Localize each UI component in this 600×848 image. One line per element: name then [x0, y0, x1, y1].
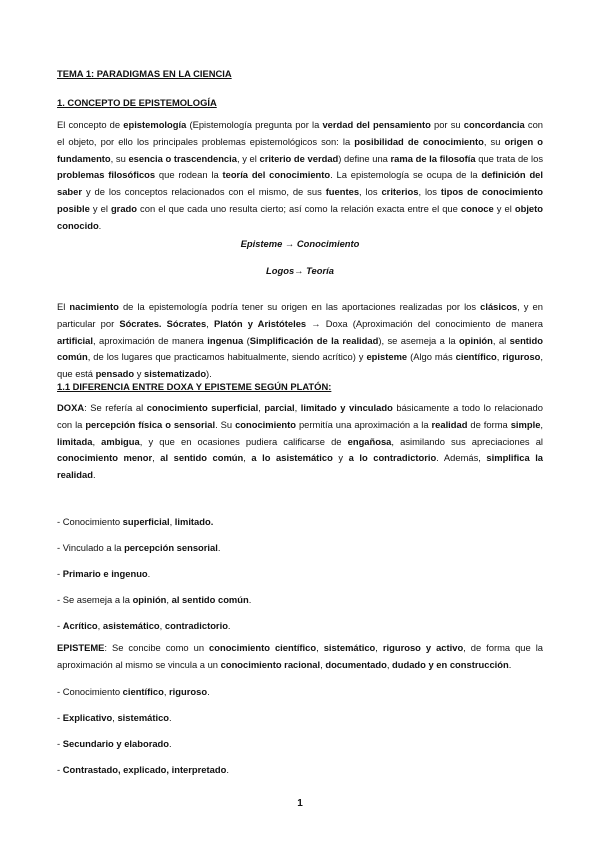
text-run: y — [332, 452, 349, 464]
bold-text-run: Secundario y elaborado — [62, 738, 170, 749]
text-run: , — [206, 317, 214, 329]
bold-text-run: pensado — [95, 368, 135, 380]
bold-text-run: riguroso — [169, 686, 208, 697]
text-run: . — [147, 568, 151, 579]
text-run: - Conocimiento — [57, 516, 123, 527]
text-run: , los — [359, 186, 382, 198]
text-run: . La epistemología se ocupa de la — [330, 169, 482, 181]
text-run: y de los conceptos relacionados con el mismo, de sus — [82, 186, 326, 198]
text-run: de forma — [467, 418, 511, 430]
bold-text-run: teoría del conocimiento — [222, 169, 331, 181]
formula-episteme: Episteme → Conocimiento — [240, 238, 360, 249]
text-run: - — [57, 712, 63, 723]
bold-text-run: al sentido común — [160, 452, 244, 464]
bold-text-run: percepción física o sensorial — [85, 418, 216, 430]
text-run: , — [258, 402, 265, 413]
text-run: , asimilando sus apreciaciones al — [391, 435, 544, 447]
text-run: , que está — [57, 351, 543, 380]
text-run: y — [134, 368, 145, 380]
text-run: que rodean la — [155, 169, 223, 181]
text-run: (Epistemología pregunta por la — [186, 119, 323, 130]
text-run: , — [540, 418, 544, 430]
bold-text-run: criterio de verdad — [259, 152, 339, 164]
text-run: y el — [493, 202, 515, 214]
bold-text-run: Contrastado, explicado, interpretado — [62, 764, 227, 775]
section-1-paragraph — [57, 117, 543, 235]
text-run: , — [320, 658, 326, 670]
text-run: . — [98, 219, 102, 231]
bold-text-run: Sócrates. Sócrates — [119, 317, 207, 329]
bold-text-run: a lo asistemático — [251, 452, 333, 464]
text-run: . Además, — [436, 452, 487, 464]
text-run: , los — [418, 186, 441, 198]
bold-text-run: tipos de conocimiento posible — [57, 186, 543, 214]
bold-text-run: a lo contradictorio — [348, 452, 437, 464]
bold-text-run: grado — [110, 202, 137, 214]
text-run: , — [496, 351, 503, 363]
text-run: , — [92, 435, 102, 447]
bold-text-run: científico — [455, 351, 497, 363]
doxa-list-item — [57, 592, 543, 609]
doxa-paragraph — [57, 400, 543, 484]
text-run: , de forma que la aproximación al mismo se vincula a un — [57, 642, 544, 670]
text-run: : Se refería al — [84, 402, 147, 413]
text-run: . — [227, 620, 231, 631]
text-run: - — [57, 568, 63, 579]
text-run: con el que cada uno resulta cierto; así como la relación exacta entre el que — [137, 202, 461, 214]
bold-text-run: realidad — [431, 418, 468, 430]
page-number: 1 — [297, 798, 303, 809]
text-run: , — [386, 658, 393, 670]
text-run: , y el — [236, 152, 260, 164]
bold-text-run: contradictorio — [164, 620, 228, 631]
text-run: ) define una — [338, 152, 391, 164]
text-run: - — [57, 764, 63, 775]
bold-text-run: opinión — [459, 334, 493, 346]
bold-text-run: objeto conocido — [57, 202, 543, 231]
text-run: : Se concibe como un — [104, 642, 210, 653]
bold-text-run: rama de la filosofía — [390, 152, 476, 164]
text-run: , — [316, 642, 324, 653]
bold-text-run: sentido común — [57, 334, 543, 363]
bold-text-run: parcial — [264, 402, 295, 413]
text-run: , — [243, 452, 252, 464]
bold-text-run: Simplificación de la realidad — [249, 334, 379, 346]
doxa-list-item — [57, 618, 543, 635]
text-run: . — [169, 712, 172, 723]
episteme-list-item — [57, 762, 543, 779]
text-run: , — [169, 516, 175, 527]
text-run: básicamente a todo lo relacionado con la — [57, 402, 543, 430]
text-run: de la epistemología podría tener su origen en las aportaciones realizadas por los — [118, 301, 481, 312]
text-run: por su — [430, 119, 464, 130]
episteme-list-item — [57, 710, 543, 727]
formula-logos: Logos→ Teoría — [266, 265, 334, 276]
text-run: . — [217, 542, 221, 553]
text-run: - Conocimiento — [57, 686, 123, 697]
text-run: , — [152, 452, 161, 464]
text-run: → Doxa (Aproximación del conocimiento de manera — [306, 317, 543, 329]
section-1-1-heading: 1.1 DIFERENCIA ENTRE DOXA Y EPISTEME SEGÚN PLATÓN: — [57, 381, 332, 392]
bold-text-run: epistemología — [123, 119, 187, 130]
text-run: que trata de los — [475, 152, 544, 164]
bold-text-run: superficial — [122, 516, 170, 527]
bold-text-run: fuentes — [325, 186, 360, 198]
bold-text-run: engañosa — [347, 435, 392, 447]
bold-text-run: simplifica la realidad — [57, 452, 544, 481]
text-run: . — [207, 686, 210, 697]
bold-text-run: sistematizado — [144, 368, 207, 380]
bold-text-run: sistemático — [323, 642, 376, 653]
text-run: , y que en ocasiones pudiera calificarse de — [139, 435, 348, 447]
text-run: - — [57, 620, 63, 631]
text-run: y el — [89, 202, 111, 214]
text-run: , — [294, 402, 301, 413]
text-run: ). — [206, 368, 212, 380]
text-run: . — [226, 764, 229, 775]
episteme-list-item — [57, 736, 543, 753]
text-run: - Se asemeja a la — [57, 594, 133, 605]
bold-text-run: esencia o trascendencia — [128, 152, 237, 164]
text-run: , — [112, 712, 118, 723]
bold-text-run: nacimiento — [69, 301, 119, 312]
bold-text-run: Primario e ingenuo — [62, 568, 148, 579]
text-run: , — [166, 594, 172, 605]
bold-text-run: Acrítico — [62, 620, 98, 631]
text-run: , — [375, 642, 383, 653]
bold-text-run: problemas filosóficos — [57, 169, 156, 181]
bold-text-run: limitado. — [174, 516, 214, 527]
text-run: El concepto de — [57, 119, 124, 130]
bold-text-run: ambigua — [101, 435, 140, 447]
text-run: - — [57, 738, 63, 749]
bold-text-run: científico — [122, 686, 164, 697]
bold-text-run: limitado y vinculado — [300, 402, 393, 413]
episteme-paragraph — [57, 640, 543, 674]
text-run: . — [508, 658, 512, 670]
text-run: , su — [483, 135, 505, 147]
section-1-paragraph-2 — [57, 299, 543, 383]
bold-text-run: criterios — [381, 186, 419, 198]
bold-text-run: limitada — [57, 435, 93, 447]
text-run: , — [163, 686, 170, 697]
bold-text-run: dudado y en construcción — [392, 658, 509, 670]
text-run: . — [248, 594, 252, 605]
text-run: , aproximación de manera — [92, 334, 208, 346]
bold-text-run: verdad del pensamiento — [322, 119, 431, 130]
bold-text-run: conocimiento científico — [209, 642, 317, 653]
bold-text-run: EPISTEME — [57, 642, 105, 653]
bold-text-run: conocimiento menor — [57, 452, 153, 464]
bold-text-run: concordancia — [463, 119, 525, 130]
bold-text-run: riguroso — [502, 351, 541, 363]
bold-text-run: origen o fundamento — [57, 135, 543, 164]
text-run: El — [57, 301, 70, 312]
bold-text-run: riguroso y activo — [382, 642, 464, 653]
bold-text-run: documentado — [325, 658, 387, 670]
text-run: (Algo más — [407, 351, 456, 363]
bold-text-run: artificial — [57, 334, 93, 346]
bold-text-run: conoce — [460, 202, 494, 214]
section-1-heading: 1. CONCEPTO DE EPISTEMOLOGÍA — [57, 97, 217, 108]
bold-text-run: opinión — [132, 594, 167, 605]
bold-text-run: conocimiento racional — [220, 658, 321, 670]
text-run: . — [92, 469, 96, 481]
text-run: con el objeto, por ello los principales problemas epistemológicos son: la — [57, 119, 543, 147]
bold-text-run: ingenua — [207, 334, 244, 346]
text-run: , su — [110, 152, 129, 164]
text-run: - Vinculado a la — [57, 542, 125, 553]
bold-text-run: simple — [510, 418, 541, 430]
bold-text-run: DOXA — [57, 402, 85, 413]
text-run: permitía una aproximación a la — [296, 418, 432, 430]
text-run: , — [97, 620, 103, 631]
bold-text-run: Platón y Aristóteles — [213, 317, 307, 329]
episteme-list-item — [57, 684, 543, 701]
text-run: . Su — [215, 418, 236, 430]
document-title: TEMA 1: PARADIGMAS EN LA CIENCIA — [57, 68, 232, 79]
doxa-list-item — [57, 540, 543, 557]
text-run: ( — [243, 334, 250, 346]
bold-text-run: definición del saber — [57, 169, 543, 198]
bold-text-run: al sentido común — [171, 594, 249, 605]
bold-text-run: sistemático — [117, 712, 170, 723]
text-run: , de los lugares que practicamos habitualmente, siendo acrítico) y — [87, 351, 367, 363]
text-run: . — [169, 738, 172, 749]
doxa-list-item — [57, 514, 543, 531]
doxa-list-item — [57, 566, 543, 583]
bold-text-run: asistemático — [102, 620, 160, 631]
bold-text-run: Explicativo — [62, 712, 113, 723]
bold-text-run: clásicos — [480, 301, 518, 312]
text-run: ), se asemeja a la — [378, 334, 460, 346]
text-run: , — [159, 620, 165, 631]
text-run: , al — [492, 334, 510, 346]
bold-text-run: conocimiento — [235, 418, 297, 430]
bold-text-run: percepción sensorial — [124, 542, 218, 553]
bold-text-run: conocimiento superficial — [146, 402, 259, 413]
bold-text-run: episteme — [366, 351, 408, 363]
text-run: , y en particular por — [57, 301, 543, 329]
bold-text-run: posibilidad de conocimiento — [354, 135, 484, 147]
